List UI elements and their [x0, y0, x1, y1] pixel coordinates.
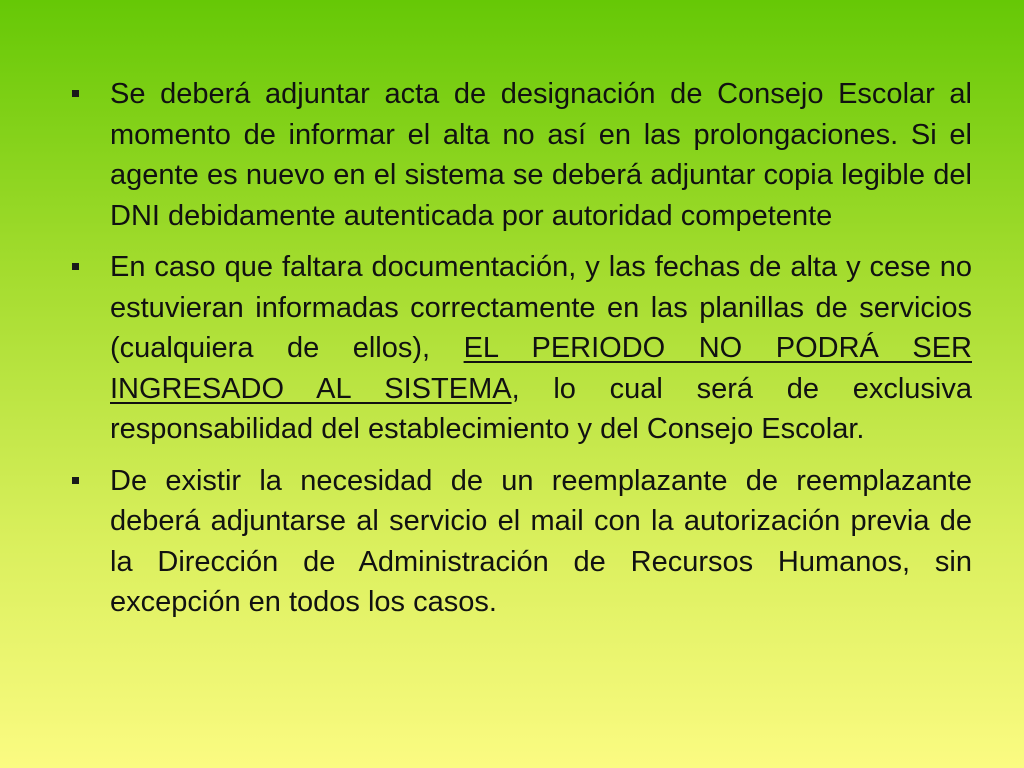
- bullet-text-3: De existir la necesidad de un reemplazante de reemplazante deberá adjuntarse al servicio el mail con la autorización previa de la Dirección de Administración de Recursos Humanos, sin excepción en todos los casos.: [110, 464, 972, 618]
- bullet-item-2: [70, 247, 972, 450]
- square-bullet-icon: [72, 90, 79, 97]
- bullet-text-2-after: , lo cual será de exclusiva responsabilidad del establecimiento y del Consejo Escolar.: [110, 372, 972, 445]
- square-bullet-icon: [72, 263, 79, 270]
- bullet-text-2-underlined: EL PERIODO NO PODRÁ SER INGRESADO AL SISTEMA: [110, 332, 972, 405]
- bullet-item-1: [70, 74, 972, 236]
- bullet-text-1: Se deberá adjuntar acta de designación de Consejo Escolar al momento de informar el alta no así en las prolongaciones. Si el agente es nuevo en el sistema se deberá adjuntar copia legible del DNI debidamente autenticada por autoridad competente: [110, 78, 972, 232]
- bullet-item-3: [70, 461, 972, 623]
- bullet-text-2-before: En caso que faltara documentación, y las fechas de alta y cese no estuvieran informadas correctamente en las planillas de servicios (cualquiera de ellos),: [110, 251, 972, 364]
- bullet-list: [70, 74, 972, 634]
- square-bullet-icon: [72, 477, 79, 484]
